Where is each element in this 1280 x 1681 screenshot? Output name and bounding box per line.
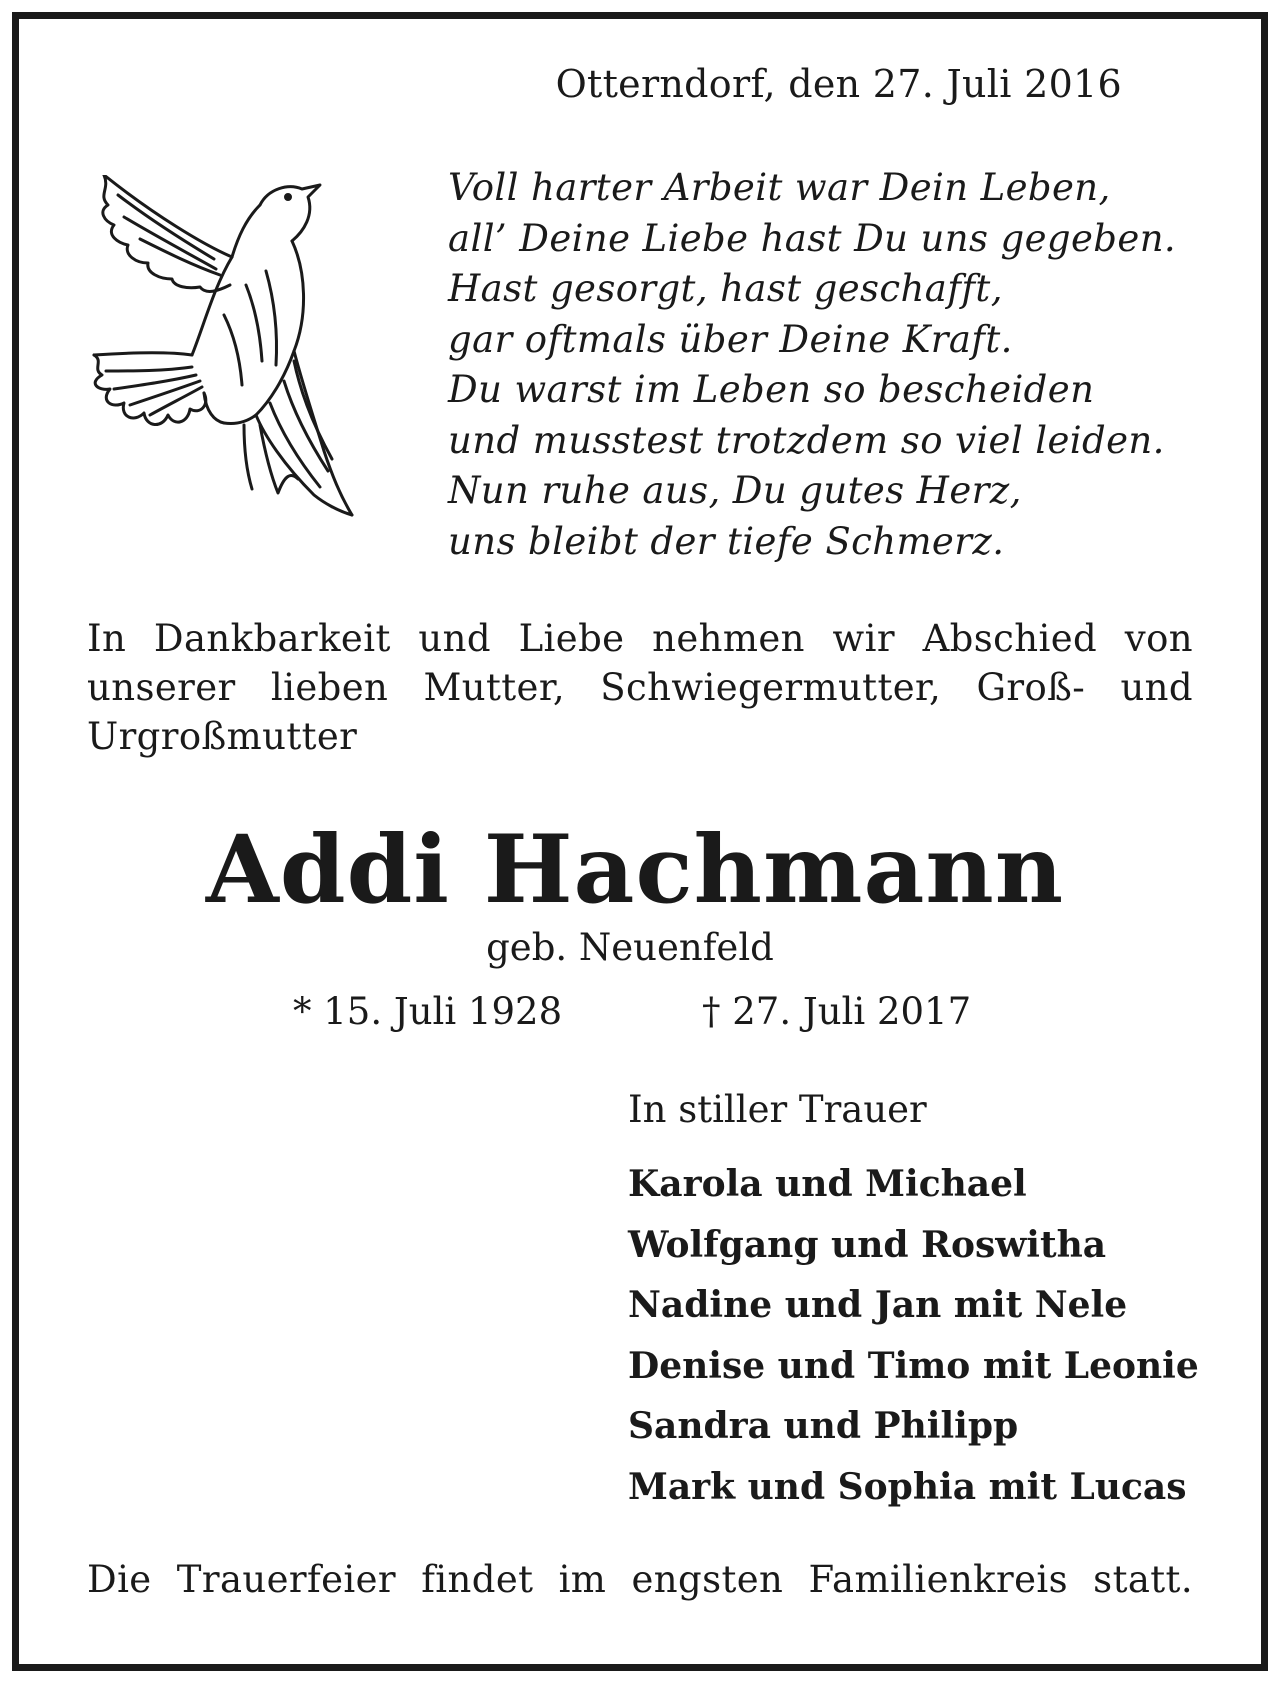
poem-line: uns bleibt der tiefe Schmerz. bbox=[448, 519, 1005, 563]
family-list bbox=[628, 1154, 1199, 1517]
deceased-name: Addi Hachmann bbox=[205, 815, 1065, 925]
family-member: Sandra und Philipp bbox=[628, 1405, 1019, 1447]
birth-date: * 15. Juli 1928 bbox=[293, 990, 563, 1033]
family-member: Denise und Timo mit Leonie bbox=[628, 1344, 1199, 1387]
poem-line: Voll harter Arbeit war Dein Leben, bbox=[448, 166, 1111, 209]
poem-line: Du warst im Leben so bescheiden bbox=[448, 368, 1095, 411]
closing-text: Die Trauerfeier findet im engsten Familienkreis statt. bbox=[87, 1558, 1193, 1601]
poem bbox=[448, 163, 1176, 567]
poem-line: gar oftmals über Deine Kraft. bbox=[448, 317, 1013, 361]
maiden-name: geb. Neuenfeld bbox=[486, 926, 774, 969]
place-date: Otterndorf, den 27. Juli 2016 bbox=[555, 62, 1122, 106]
poem-line: all’ Deine Liebe hast Du uns gegeben. bbox=[448, 216, 1177, 260]
dove-icon bbox=[84, 175, 394, 520]
family-member: Karola und Michael bbox=[628, 1163, 1027, 1205]
poem-line: Nun ruhe aus, Du gutes Herz, bbox=[448, 469, 1022, 512]
poem-line: und musstest trotzdem so viel leiden. bbox=[448, 418, 1165, 462]
death-date: † 27. Juli 2017 bbox=[702, 990, 972, 1033]
intro-text: In Dankbarkeit und Liebe nehmen wir Abschied von unserer lieben Mutter, Schwiegermutter, Groß- und Urgroßmutter bbox=[87, 617, 1193, 758]
family-member: Nadine und Jan mit Nele bbox=[628, 1284, 1128, 1326]
family-member: Wolfgang und Roswitha bbox=[628, 1223, 1107, 1266]
poem-line: Hast gesorgt, hast geschafft, bbox=[448, 267, 1003, 310]
family-member: Mark und Sophia mit Lucas bbox=[628, 1465, 1187, 1508]
mourning-label: In stiller Trauer bbox=[628, 1088, 927, 1131]
